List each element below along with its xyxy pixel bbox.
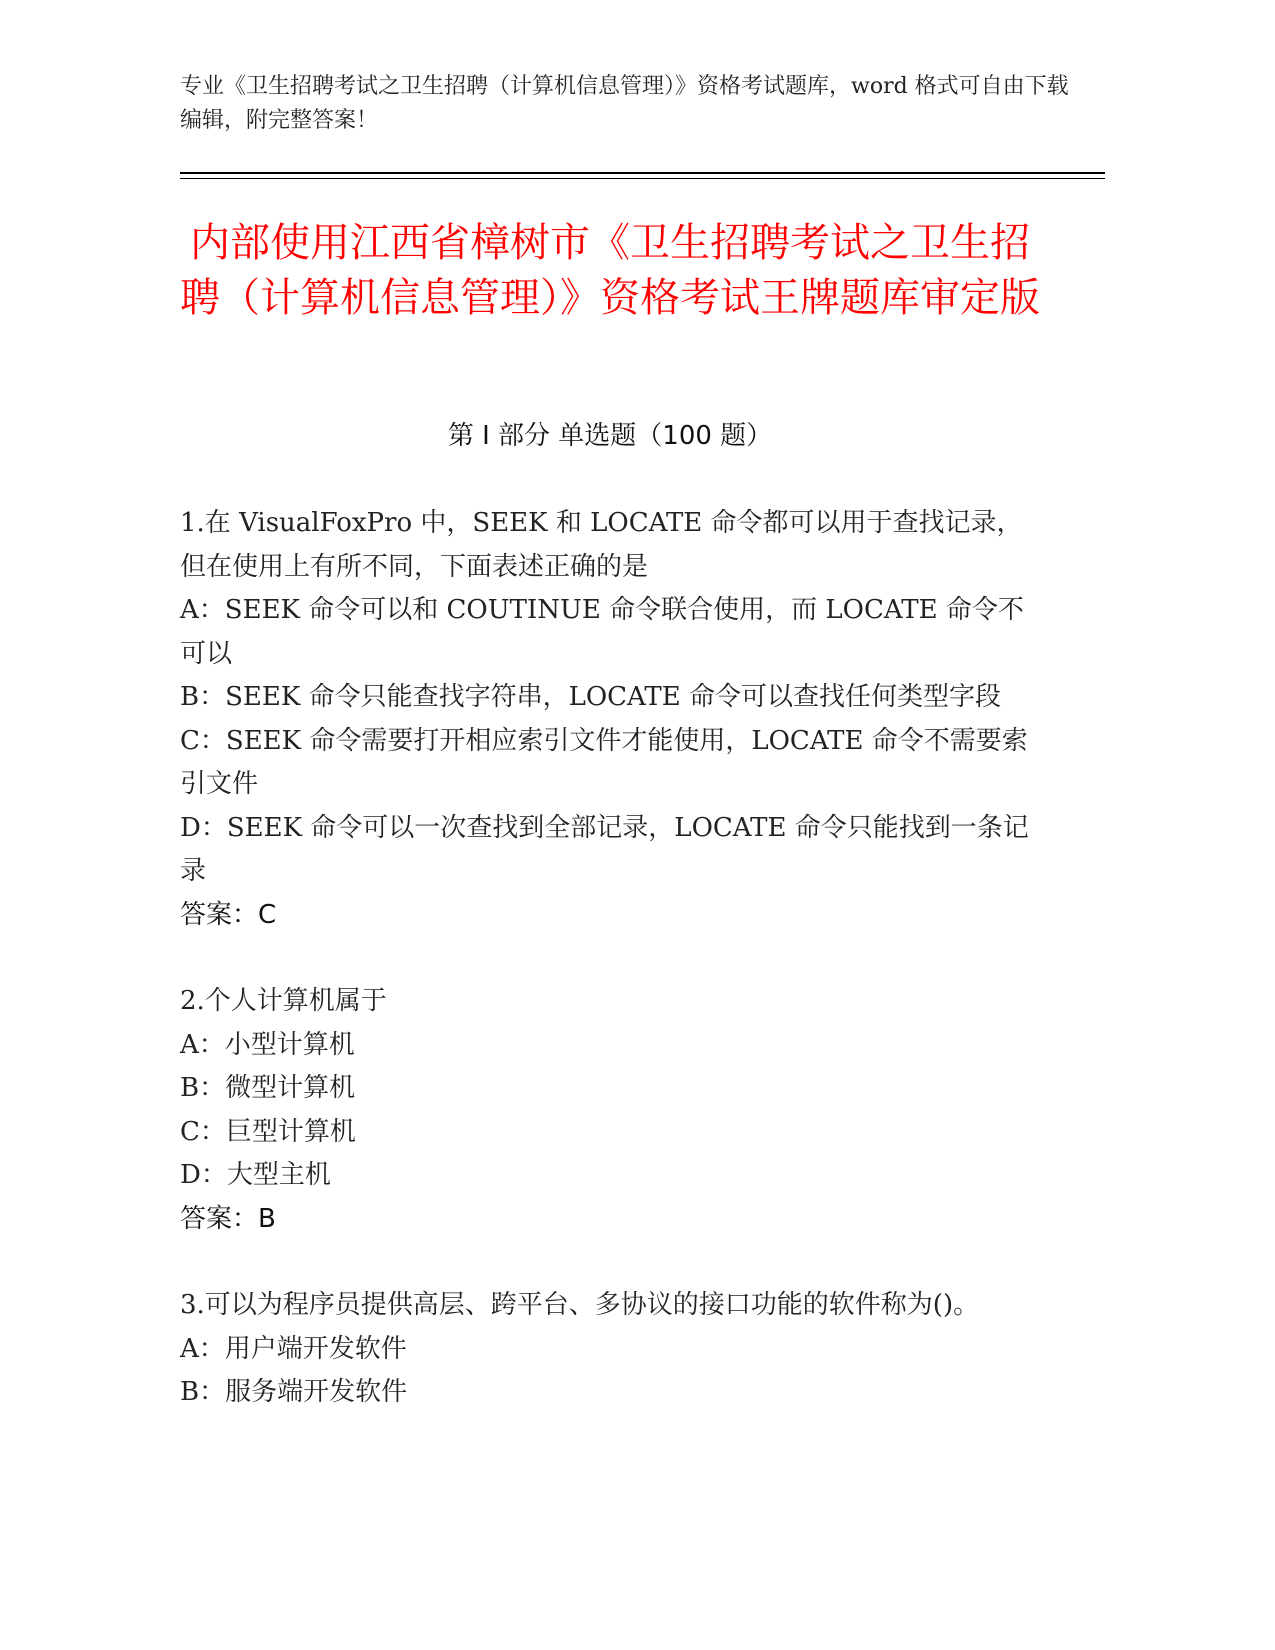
option-a: A：小型计算机 (180, 1029, 355, 1060)
option-a: A：SEEK 命令可以和 COUTINUE 命令联合使用，而 LOCATE 命令不可以 (180, 595, 1024, 669)
answer: 答案：B (180, 1203, 276, 1234)
header-rule-thin (180, 178, 1105, 179)
option-c: C：SEEK 命令需要打开相应索引文件才能使用，LOCATE 命令不需要索引文件 (180, 725, 1028, 799)
section-heading: 第 I 部分 单选题（100 题） (447, 421, 773, 451)
question-1 (180, 502, 1030, 937)
option-d: D：SEEK 命令可以一次查找到全部记录，LOCATE 命令只能找到一条记录 (180, 812, 1029, 886)
question-stem: 1.在 VisualFoxPro 中，SEEK 和 LOCATE 命令都可以用于查找记录，但在使用上有所不同，下面表述正确的是 (180, 508, 1023, 582)
question-stem: 2.个人计算机属于 (180, 986, 387, 1016)
option-b: B：SEEK 命令只能查找字符串，LOCATE 命令可以查找任何类型字段 (180, 682, 1001, 712)
option-a: A：用户端开发软件 (180, 1333, 407, 1364)
header-note: 专业《卫生招聘考试之卫生招聘（计算机信息管理）》资格考试题库，word 格式可自由下载编辑，附完整答案！ (180, 74, 1069, 133)
question-2 (180, 980, 1030, 1241)
document-title: 内部使用江西省樟树市《卫生招聘考试之卫生招聘（计算机信息管理）》资格考试王牌题库审定版 (180, 220, 1040, 321)
option-b: B：微型计算机 (180, 1073, 356, 1103)
option-d: D：大型主机 (180, 1160, 331, 1190)
question-stem: 3.可以为程序员提供高层、跨平台、多协议的接口功能的软件称为()。 (180, 1290, 980, 1320)
option-c: C：巨型计算机 (180, 1116, 356, 1147)
question-list (180, 502, 1030, 1458)
header-rule-thick (180, 172, 1105, 174)
question-3 (180, 1284, 1030, 1415)
option-b: B：服务端开发软件 (180, 1377, 408, 1407)
answer: 答案：C (180, 899, 277, 930)
